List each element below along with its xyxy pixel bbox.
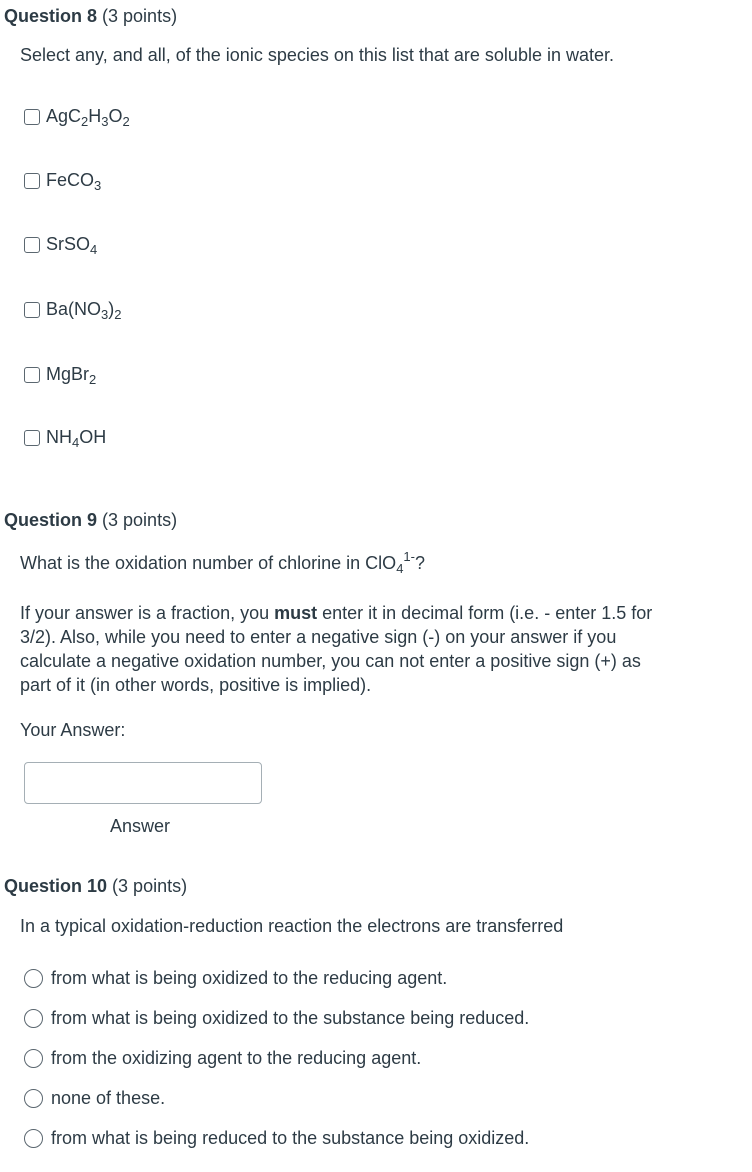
question-10-header bbox=[4, 876, 187, 897]
question-10-points: (3 points) bbox=[112, 876, 188, 896]
question-9-header bbox=[4, 510, 177, 531]
radio-option-5[interactable] bbox=[24, 1128, 529, 1149]
your-answer-label: Your Answer: bbox=[20, 720, 126, 740]
option-label: $Ba(NO_3)_2$ bbox=[46, 299, 122, 322]
question-10-prompt: In a typical oxidation-reduction reaction the electrons are transferred bbox=[20, 916, 564, 936]
radio-button[interactable] bbox=[24, 1129, 43, 1148]
question-10-number: Question 10 bbox=[4, 876, 108, 896]
option-label: MgBr$_2$ bbox=[46, 364, 97, 387]
radio-option-label: from what is being reduced to the substance being oxidized. bbox=[51, 1128, 530, 1148]
radio-button[interactable] bbox=[24, 1089, 43, 1108]
option-ba-no3-2[interactable] bbox=[24, 299, 121, 320]
radio-button[interactable] bbox=[24, 969, 43, 988]
option-agc2h3o2[interactable] bbox=[24, 106, 130, 127]
checkbox[interactable] bbox=[24, 109, 40, 125]
question-9-number: Question 9 bbox=[4, 510, 98, 530]
option-label: SrSO$_4$ bbox=[46, 234, 98, 257]
checkbox[interactable] bbox=[24, 302, 40, 318]
checkbox[interactable] bbox=[24, 430, 40, 446]
option-label: $AgC_2H_3O_2$ bbox=[46, 106, 130, 129]
radio-option-3[interactable] bbox=[24, 1048, 421, 1069]
question-8-prompt: Select any, and all, of the ionic species on this list that are soluble in water. bbox=[20, 45, 614, 65]
radio-button[interactable] bbox=[24, 1049, 43, 1068]
option-label: FeCO$_3$ bbox=[46, 170, 102, 193]
radio-option-label: from the oxidizing agent to the reducing agent. bbox=[51, 1048, 422, 1068]
option-mgbr2[interactable] bbox=[24, 364, 96, 385]
option-feco3[interactable] bbox=[24, 170, 101, 191]
checkbox[interactable] bbox=[24, 173, 40, 189]
question-9-prompt: What is the oxidation number of chlorine in ClO$_4^{1-}$? bbox=[20, 549, 425, 576]
radio-button[interactable] bbox=[24, 1009, 43, 1028]
option-nh4oh[interactable] bbox=[24, 427, 106, 448]
checkbox[interactable] bbox=[24, 237, 40, 253]
question-9-points: (3 points) bbox=[102, 510, 178, 530]
question-9-instructions: If your answer is a fraction, you must enter it in decimal form (i.e. - enter 1.5 for 3/2). Also, while you need to enter a negative sign (-) on your answer if you calculate a negative oxidation number, you can not enter a positive sign (+) as part of it (in other words, positive is implied). bbox=[20, 603, 653, 695]
option-srso4[interactable] bbox=[24, 234, 97, 255]
option-label: $NH_4OH$ bbox=[46, 427, 107, 450]
radio-option-label: none of these. bbox=[51, 1088, 166, 1108]
checkbox[interactable] bbox=[24, 367, 40, 383]
question-8-number: Question 8 bbox=[4, 6, 98, 26]
radio-option-label: from what is being oxidized to the reducing agent. bbox=[51, 968, 448, 988]
answer-input[interactable] bbox=[24, 762, 262, 804]
radio-option-2[interactable] bbox=[24, 1008, 529, 1029]
radio-option-4[interactable] bbox=[24, 1088, 165, 1109]
question-8-header bbox=[4, 6, 177, 27]
radio-option-label: from what is being oxidized to the substance being reduced. bbox=[51, 1008, 530, 1028]
question-8-points: (3 points) bbox=[102, 6, 178, 26]
answer-field-label: Answer bbox=[110, 816, 171, 836]
radio-option-1[interactable] bbox=[24, 968, 447, 989]
